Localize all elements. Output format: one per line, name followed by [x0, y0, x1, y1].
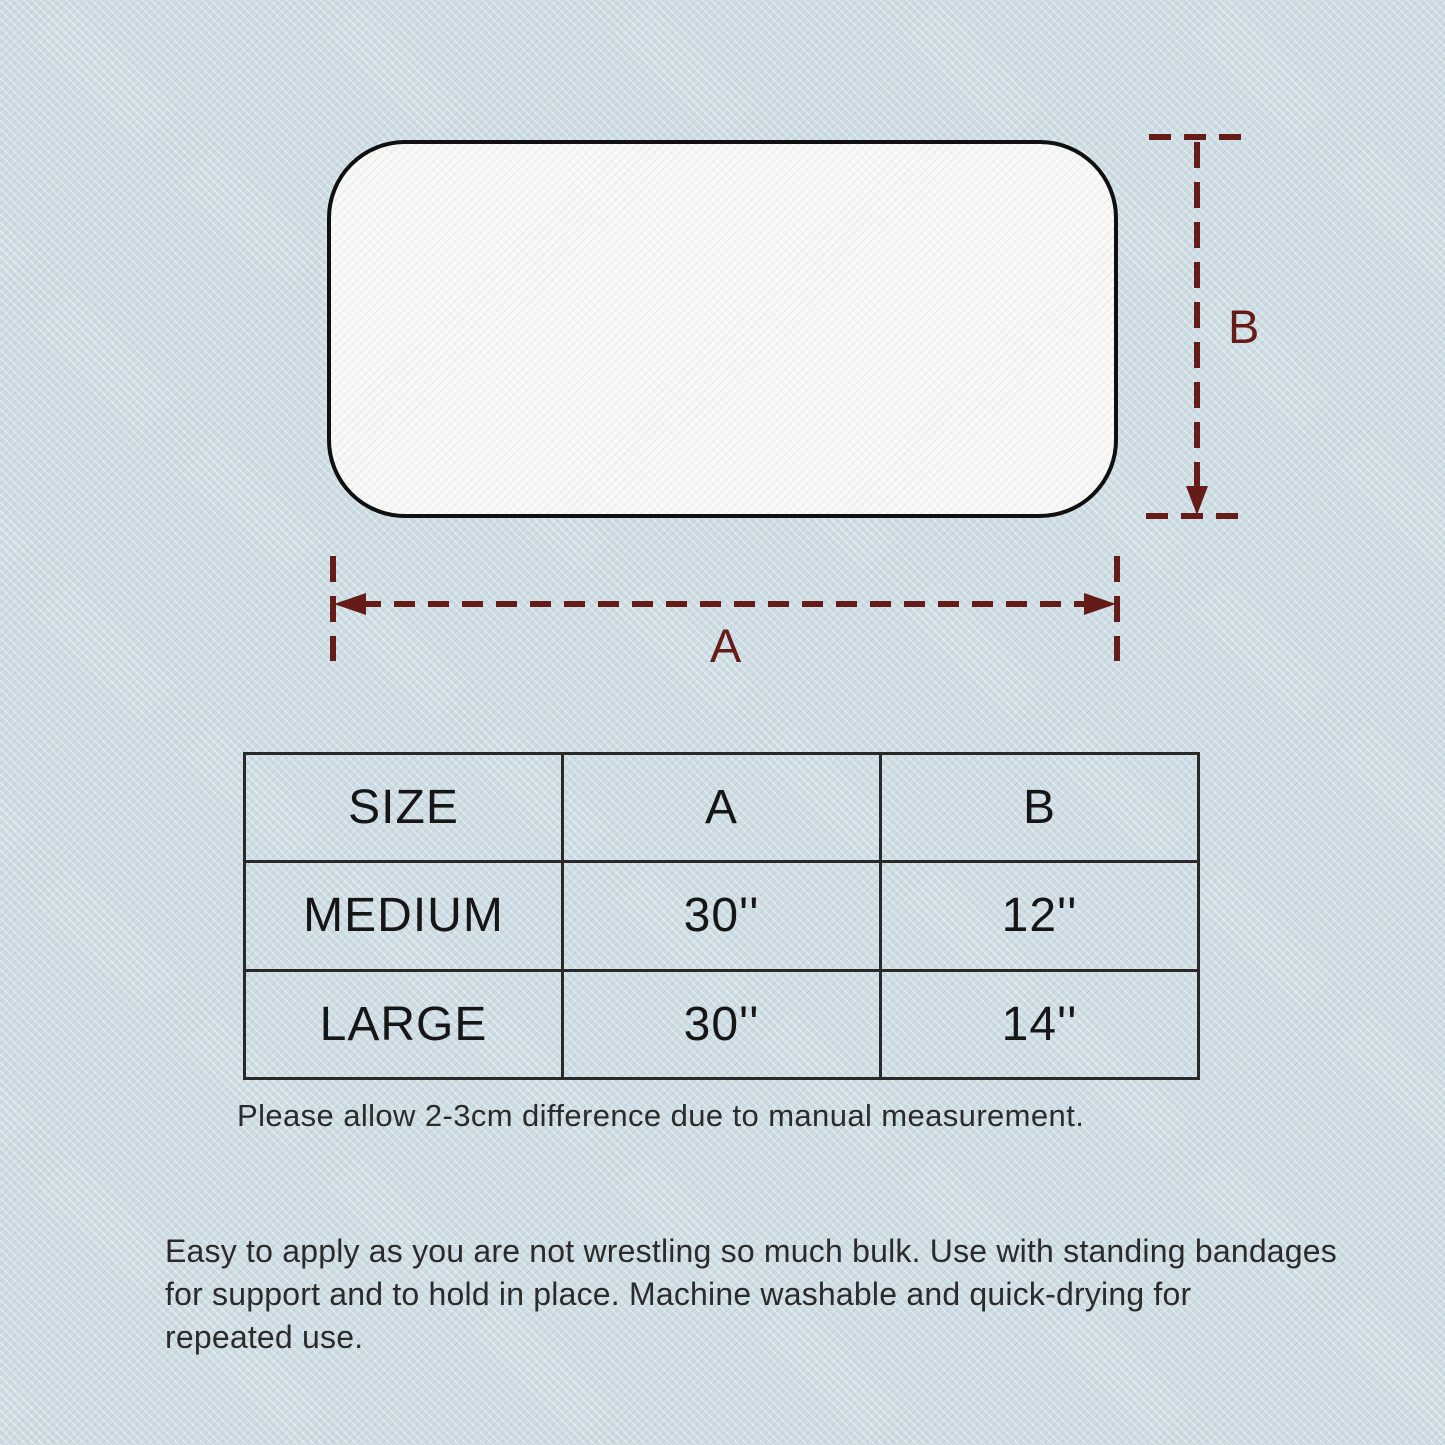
dimension-label-b: B [1228, 300, 1260, 353]
size-table-header-a: A [563, 754, 881, 862]
size-cell-name: LARGE [245, 970, 563, 1078]
size-cell-a: 30'' [563, 862, 881, 970]
size-cell-b: 14'' [881, 970, 1199, 1078]
size-table [243, 752, 1200, 1080]
arrow-right-icon [1084, 593, 1116, 615]
description-line: for support and to hold in place. Machine washable and quick-drying for [165, 1276, 1192, 1312]
size-cell-b: 12'' [881, 862, 1199, 970]
size-cell-name: MEDIUM [245, 862, 563, 970]
size-table-header-row [245, 754, 1199, 862]
arrow-left-icon [334, 593, 366, 615]
description-line: Easy to apply as you are not wrestling so much bulk. Use with standing bandages [165, 1233, 1338, 1269]
size-table-header-b: B [881, 754, 1199, 862]
pad-outline-shape [327, 140, 1118, 518]
size-cell-a: 30'' [563, 970, 881, 1078]
measurement-note: Please allow 2-3cm difference due to manual measurement. [237, 1098, 1085, 1133]
size-table-row-large [245, 970, 1199, 1078]
product-description [165, 1230, 1337, 1359]
dimension-label-a: A [709, 619, 742, 672]
arrow-down-icon [1186, 486, 1208, 515]
description-line: repeated use. [165, 1319, 364, 1355]
size-table-header-size: SIZE [245, 754, 563, 862]
size-table-row-medium [245, 862, 1199, 970]
